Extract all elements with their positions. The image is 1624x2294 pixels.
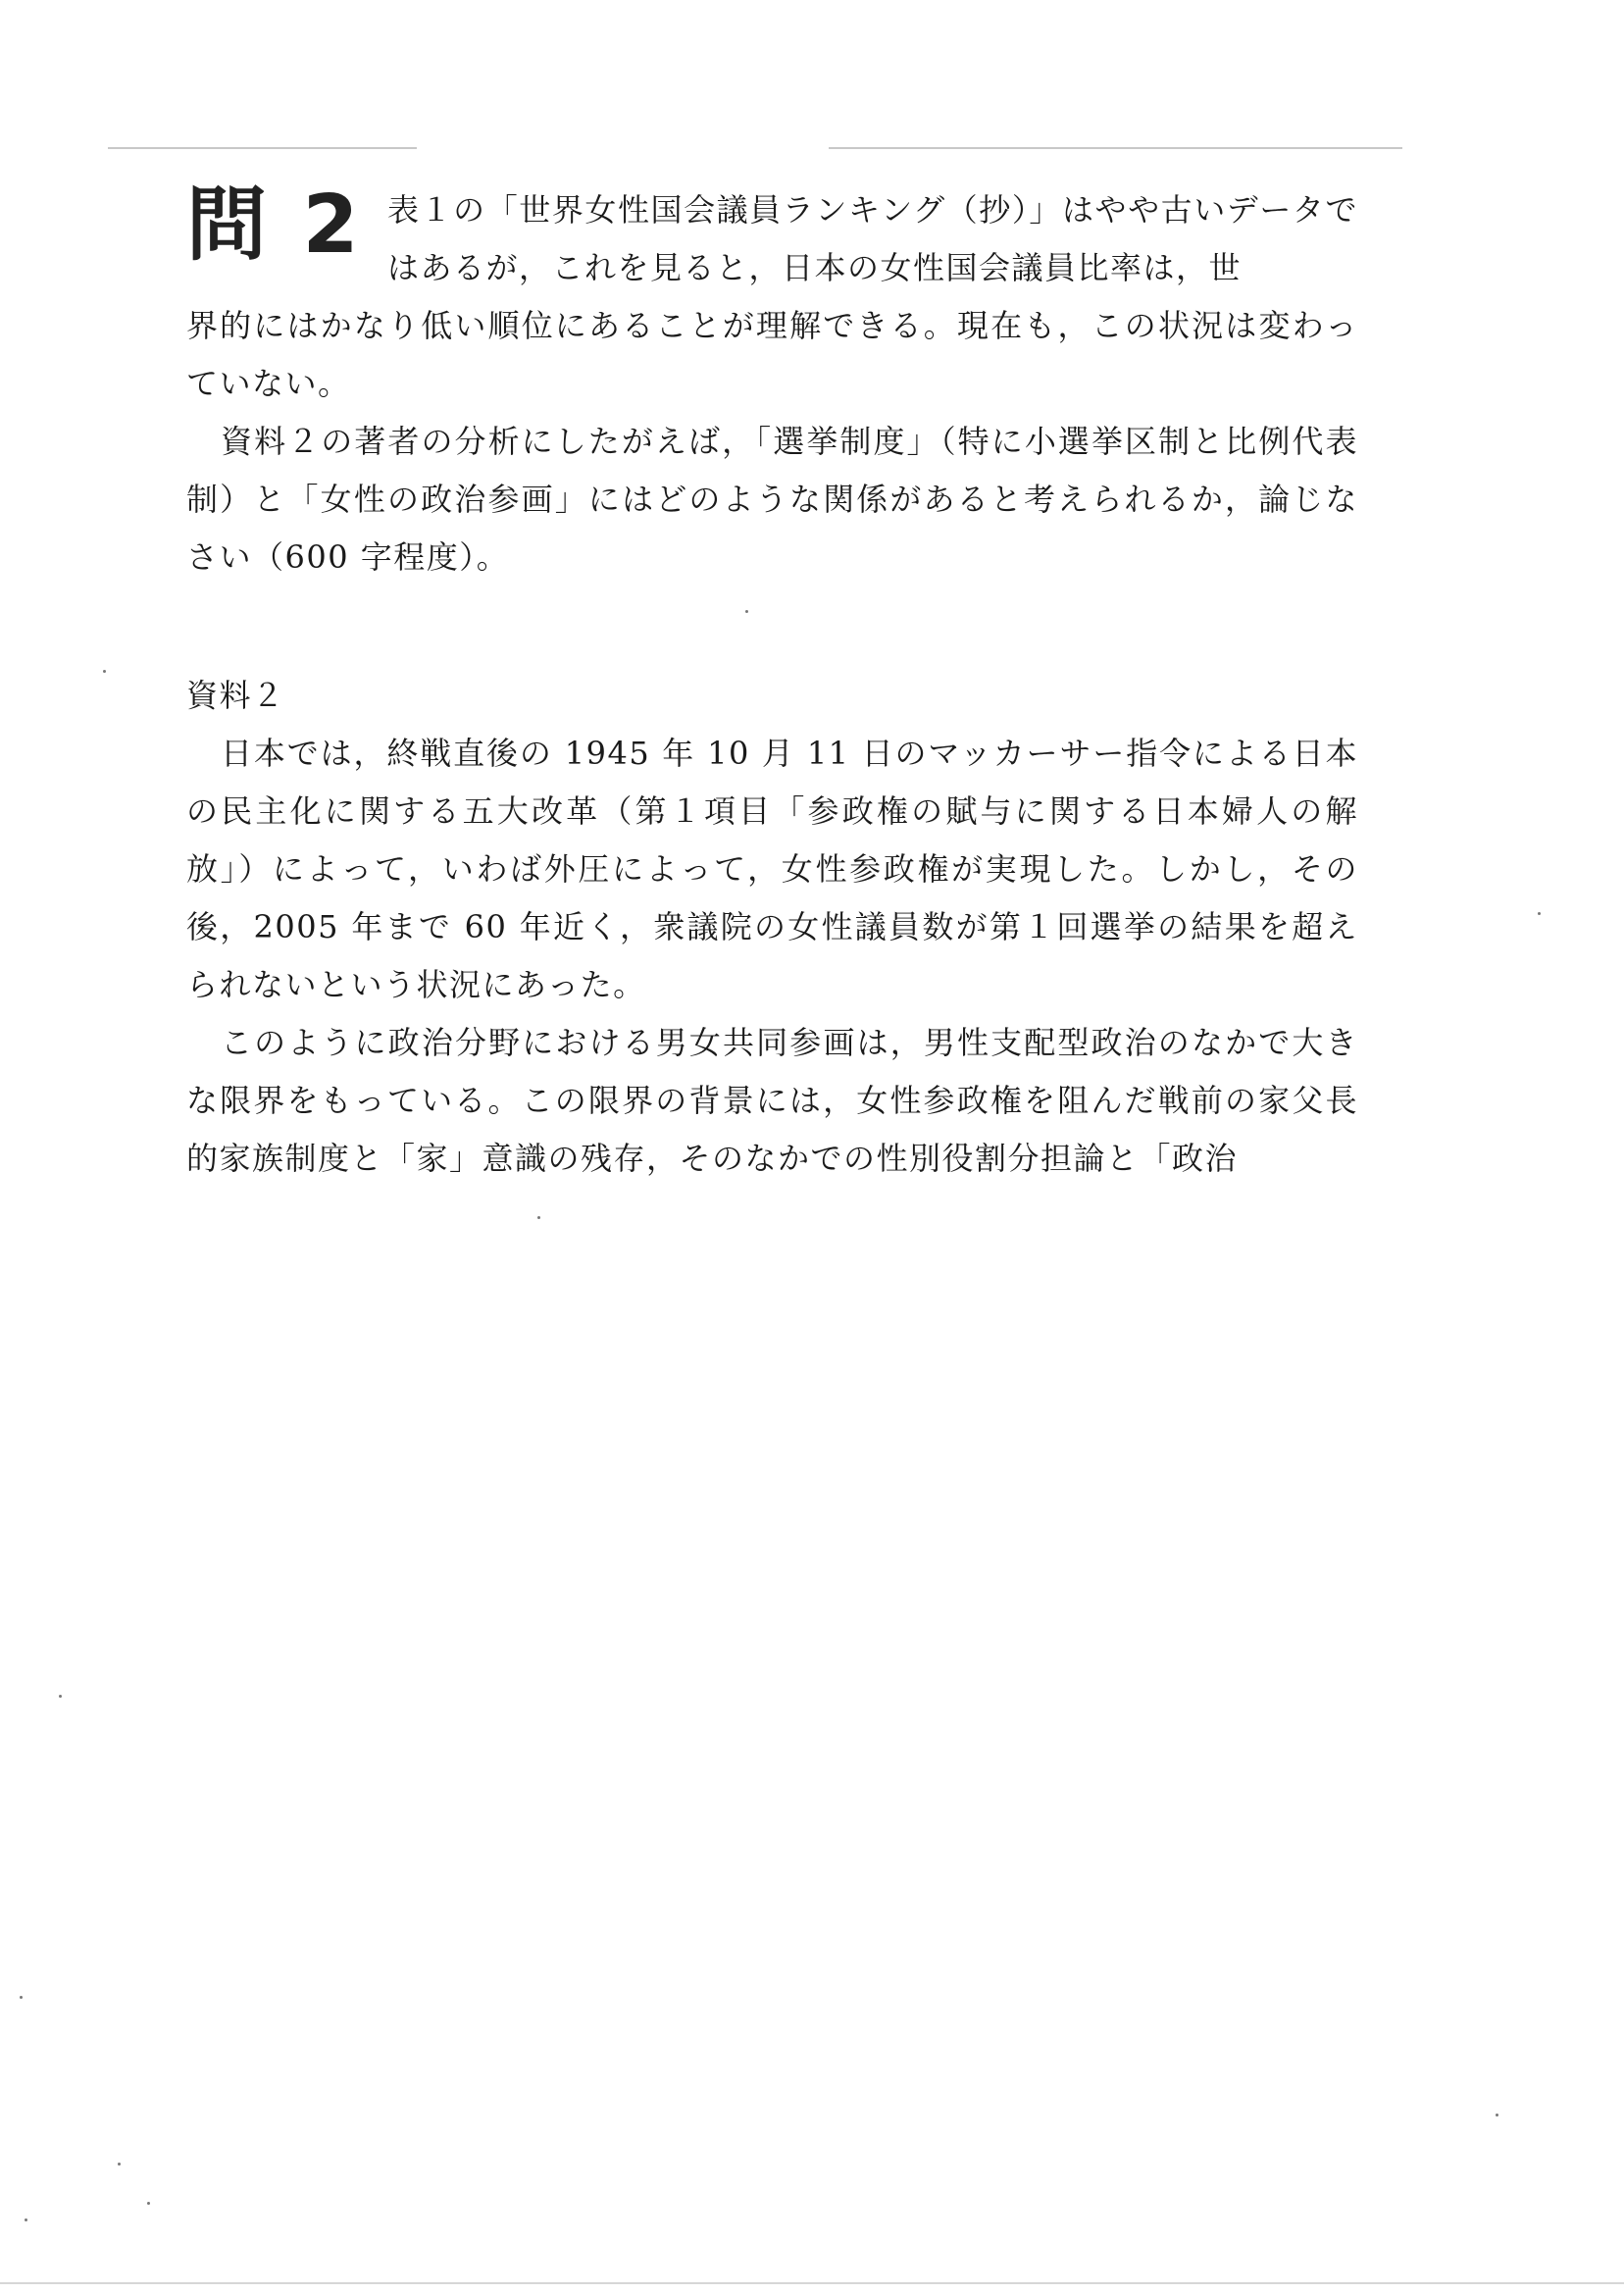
scan-speck: [147, 2202, 150, 2205]
scan-top-rule-right: [829, 147, 1402, 149]
scan-speck: [59, 1695, 62, 1698]
scan-speck: [118, 2163, 121, 2166]
scan-bottom-rule: [0, 2282, 1624, 2284]
scan-speck: [20, 1996, 23, 1999]
reference-paragraph-2: このように政治分野における男女共同参画は，男性支配型政治のなかで大きな限界をもっている。この限界の背景には，女性参政権を阻んだ戦前の家父長的家族制度と「家」意識の残存，そのなかでの性別役割分担論と「政治: [186, 1024, 1358, 1177]
scan-speck: [1496, 2114, 1498, 2116]
scan-speck: [537, 1216, 540, 1219]
document-content: [186, 178, 1358, 1188]
reference-paragraph-1: 日本では，終戦直後の 1945 年 10 月 11 日のマッカーサー指令による日本の民主化に関する五大改革（第１項目「参政権の賦与に関する日本婦人の解放」）によって，いわば外圧によって，女性参政権が実現した。しかし，その後，2005 年まで 60 年近く，衆議院の女性議員数が第１回選挙の結果を超えられないという状況にあった。: [186, 735, 1358, 1003]
question-paragraph-2: 資料２の著者の分析にしたがえば，「選挙制度」（特に小選挙区制と比例代表制）と「女性の政治参画」にはどのような関係があると考えられるか，論じなさい（600 字程度）。: [186, 423, 1358, 576]
scan-speck: [1538, 912, 1541, 915]
question-paragraph-1-lead: 表１の「世界女性国会議員ランキング（抄）」はやや古いデータではあるが，これを見ると，日本の女性国会議員比率は，世: [387, 191, 1358, 286]
reference-title: 資料２: [186, 677, 285, 714]
scan-speck: [745, 610, 748, 613]
scan-speck: [103, 670, 106, 673]
scan-speck: [25, 2218, 27, 2221]
question-block: [186, 178, 1358, 586]
question-number: 問 2: [186, 178, 363, 272]
scan-top-rule-left: [108, 147, 417, 149]
question-paragraph-1-continued: 界的にはかなり低い順位にあることが理解できる。現在も，この状況は変わっていない。: [186, 307, 1358, 402]
